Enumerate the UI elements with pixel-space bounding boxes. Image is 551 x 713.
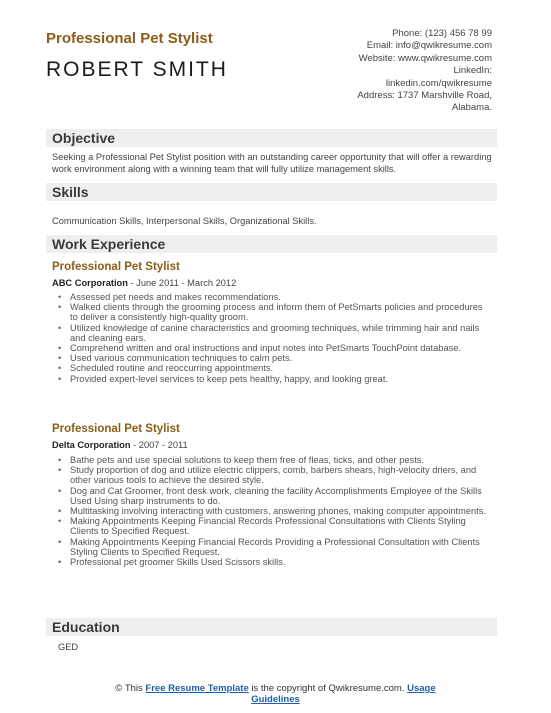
contact-address-line2: Alabama. [451,102,492,114]
objective-text: Seeking a Professional Pet Stylist position with an outstanding career opportunity that will offer a rewarding work environment along with a winning team that will fully utilize management skills. [52,152,492,174]
list-item: • Making Appointments Keeping Financial Records Providing a Professional Consultation with Clients Styling Clients to Specified Request. [52,537,492,557]
education-title: Education [52,619,120,635]
list-item: • Bathe pets and use special solutions to keep them free of fleas, ticks, and other pests. [52,455,492,465]
job-1-dates: - June 2011 - March 2012 [127,278,237,288]
job-1-company: ABC Corporation [52,278,128,288]
footer-copyright [0,683,551,705]
job-title: Professional Pet Stylist [46,30,213,47]
contact-block [357,28,492,115]
contact-linkedin-label: LinkedIn: [453,65,492,77]
list-item: • Dog and Cat Groomer, front desk work, cleaning the facility Accomplishments Employee of the Skills Used Using sharp instruments to do. [52,486,492,506]
free-resume-template-link[interactable]: Free Resume Template [145,683,249,694]
list-item: • Assessed pet needs and makes recommendations. [52,292,492,302]
usage-guidelines-link[interactable]: Usage [407,683,436,694]
job-1-bullets [52,292,492,384]
candidate-name: ROBERT SMITH [46,58,228,81]
job-2-meta [52,440,188,450]
list-item: • Provided expert-level services to keep pets healthy, happy, and looking great. [52,374,492,384]
contact-email: Email: info@qwikresume.com [366,40,492,52]
skills-section-header [46,183,497,201]
objective-title: Objective [52,130,116,146]
resume-header [46,28,506,118]
objective-section-header [46,129,497,147]
contact-phone: Phone: (123) 456 78 99 [392,28,492,39]
education-text: GED [58,642,79,652]
job-2-bullets [52,455,492,567]
list-item: • Professional pet groomer Skills Used Scissors skills. [52,557,492,567]
list-item: • Comprehend written and oral instructions and input notes into PetSmarts TouchPoint database. [52,343,492,353]
list-item: • Walked clients through the grooming process and inform them of PetSmarts policies and procedures to deliver a consistently high-quality groom. [52,302,492,322]
list-item: • Used various communication techniques to calm pets. [52,353,492,363]
list-item: • Utilized knowledge of canine characteristics and grooming techniques, while trimming hair and nails and cleaning ears. [52,323,492,343]
education-section-header [46,618,497,636]
job-2-dates: - 2007 - 2011 [130,440,188,450]
work-title: Work Experience [52,236,166,252]
list-item: • Study proportion of dog and utilize electric clippers, comb, barbers shears, high-velocity driers, and other various tools to achieve the desired style. [52,465,492,485]
contact-website: Website: www.qwikresume.com [358,52,492,64]
list-item: • Scheduled routine and reoccurring appointments. [52,363,492,373]
skills-title: Skills [52,184,89,200]
list-item: • Making Appointments Keeping Financial Records Professional Consultations with Clients Styling Clients to Specified Request. [52,516,492,536]
skills-text: Communication Skills, Interpersonal Skills, Organizational Skills. [52,216,317,226]
job-2-company: Delta Corporation [52,440,131,450]
job-1-meta [52,278,236,288]
footer-middle: is the copyright of Qwikresume.com. [248,683,408,694]
job-2-title: Professional Pet Stylist [52,423,180,435]
job-1-title: Professional Pet Stylist [52,261,180,273]
contact-linkedin-value: linkedin.com/qwikresume [385,77,492,89]
footer-prefix: © This [115,683,146,694]
list-item: • Multitasking involving interacting with customers, answering phones, making computer appointments. [52,506,492,516]
usage-guidelines-link-continued[interactable]: Guidelines [251,694,300,705]
work-section-header [46,235,497,253]
contact-address-line1: Address: 1737 Marshville Road, [357,90,492,102]
